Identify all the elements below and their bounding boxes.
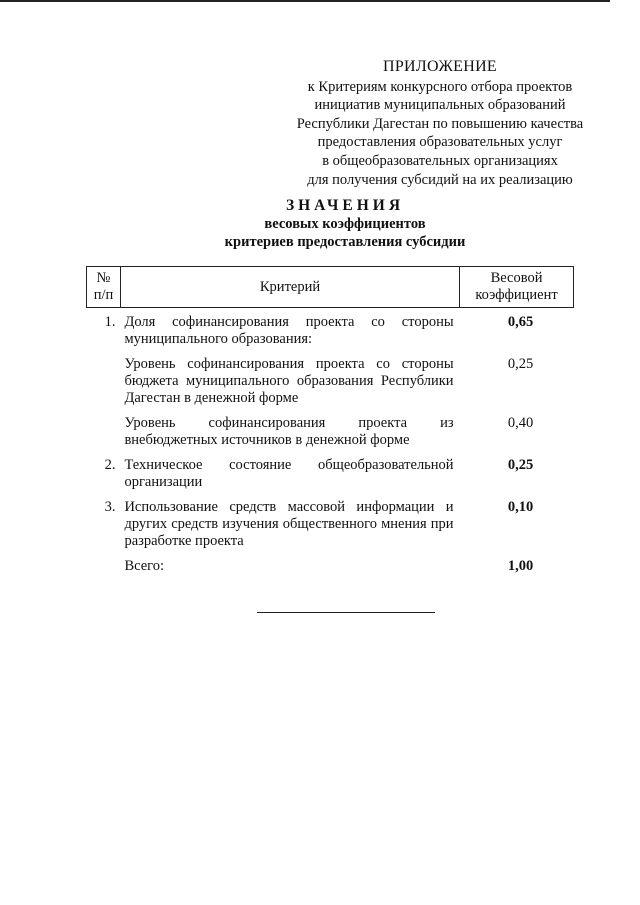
appendix-line: предоставления образовательных услуг	[317, 134, 563, 151]
appendix-line: Республики Дагестан по повышению качества	[296, 115, 584, 132]
appendix-block	[290, 58, 590, 189]
row-number	[87, 348, 121, 407]
title-line-1: ЗНАЧЕНИЯ	[285, 197, 405, 214]
row-coefficient: 0,40	[507, 415, 534, 431]
table-row	[87, 491, 574, 550]
row-number	[87, 550, 121, 575]
appendix-heading: ПРИЛОЖЕНИЕ	[382, 58, 497, 75]
table-row	[87, 348, 574, 407]
top-border-line	[0, 0, 610, 2]
appendix-line: инициатив муниципальных образований	[314, 97, 566, 114]
closing-line	[257, 612, 435, 613]
row-number: 2.	[104, 457, 116, 473]
header-number-symbol: №	[96, 270, 111, 286]
table-row	[87, 407, 574, 449]
row-criterion: Техническое состояние общеобразовательной организации	[124, 457, 454, 490]
row-coefficient: 0,25	[507, 457, 534, 473]
header-coefficient	[460, 267, 574, 308]
table-row-total	[87, 550, 574, 575]
document-title	[180, 197, 510, 251]
row-criterion: Уровень софинансирования проекта со стороны бюджета муниципального образования Республики Дагестан в денежной форме	[124, 356, 454, 406]
header-number-abbr: п/п	[93, 287, 114, 303]
row-number	[87, 407, 121, 449]
row-coefficient: 0,10	[507, 499, 534, 515]
title-line-3: критериев предоставления субсидии	[224, 234, 466, 250]
table-header-row	[87, 267, 574, 308]
total-value: 1,00	[507, 558, 534, 574]
row-criterion: Доля софинансирования проекта со стороны муниципального образования:	[124, 314, 454, 347]
row-coefficient: 0,65	[507, 314, 534, 330]
header-coef-line2: коэффициент	[475, 287, 558, 303]
header-coef-line1: Весовой	[490, 270, 543, 286]
header-criterion: Критерий	[120, 267, 459, 308]
row-coefficient: 0,25	[507, 356, 534, 372]
table-row	[87, 308, 574, 349]
appendix-line: в общеобразовательных организациях	[322, 152, 558, 169]
appendix-line: к Критериям конкурсного отбора проектов	[307, 78, 573, 95]
row-criterion: Уровень софинансирования проекта из внебюджетных источников в денежной форме	[124, 415, 454, 448]
appendix-line: для получения субсидий на их реализацию	[307, 171, 573, 188]
row-number: 1.	[104, 314, 116, 330]
total-label: Всего:	[124, 558, 165, 574]
table-row	[87, 449, 574, 491]
title-line-2: весовых коэффициентов	[264, 216, 426, 232]
row-criterion: Использование средств массовой информации и других средств изучения общественного мнения при разработке проекта	[124, 499, 454, 549]
criteria-table	[86, 266, 574, 575]
header-number	[87, 267, 121, 308]
row-number: 3.	[104, 499, 116, 515]
